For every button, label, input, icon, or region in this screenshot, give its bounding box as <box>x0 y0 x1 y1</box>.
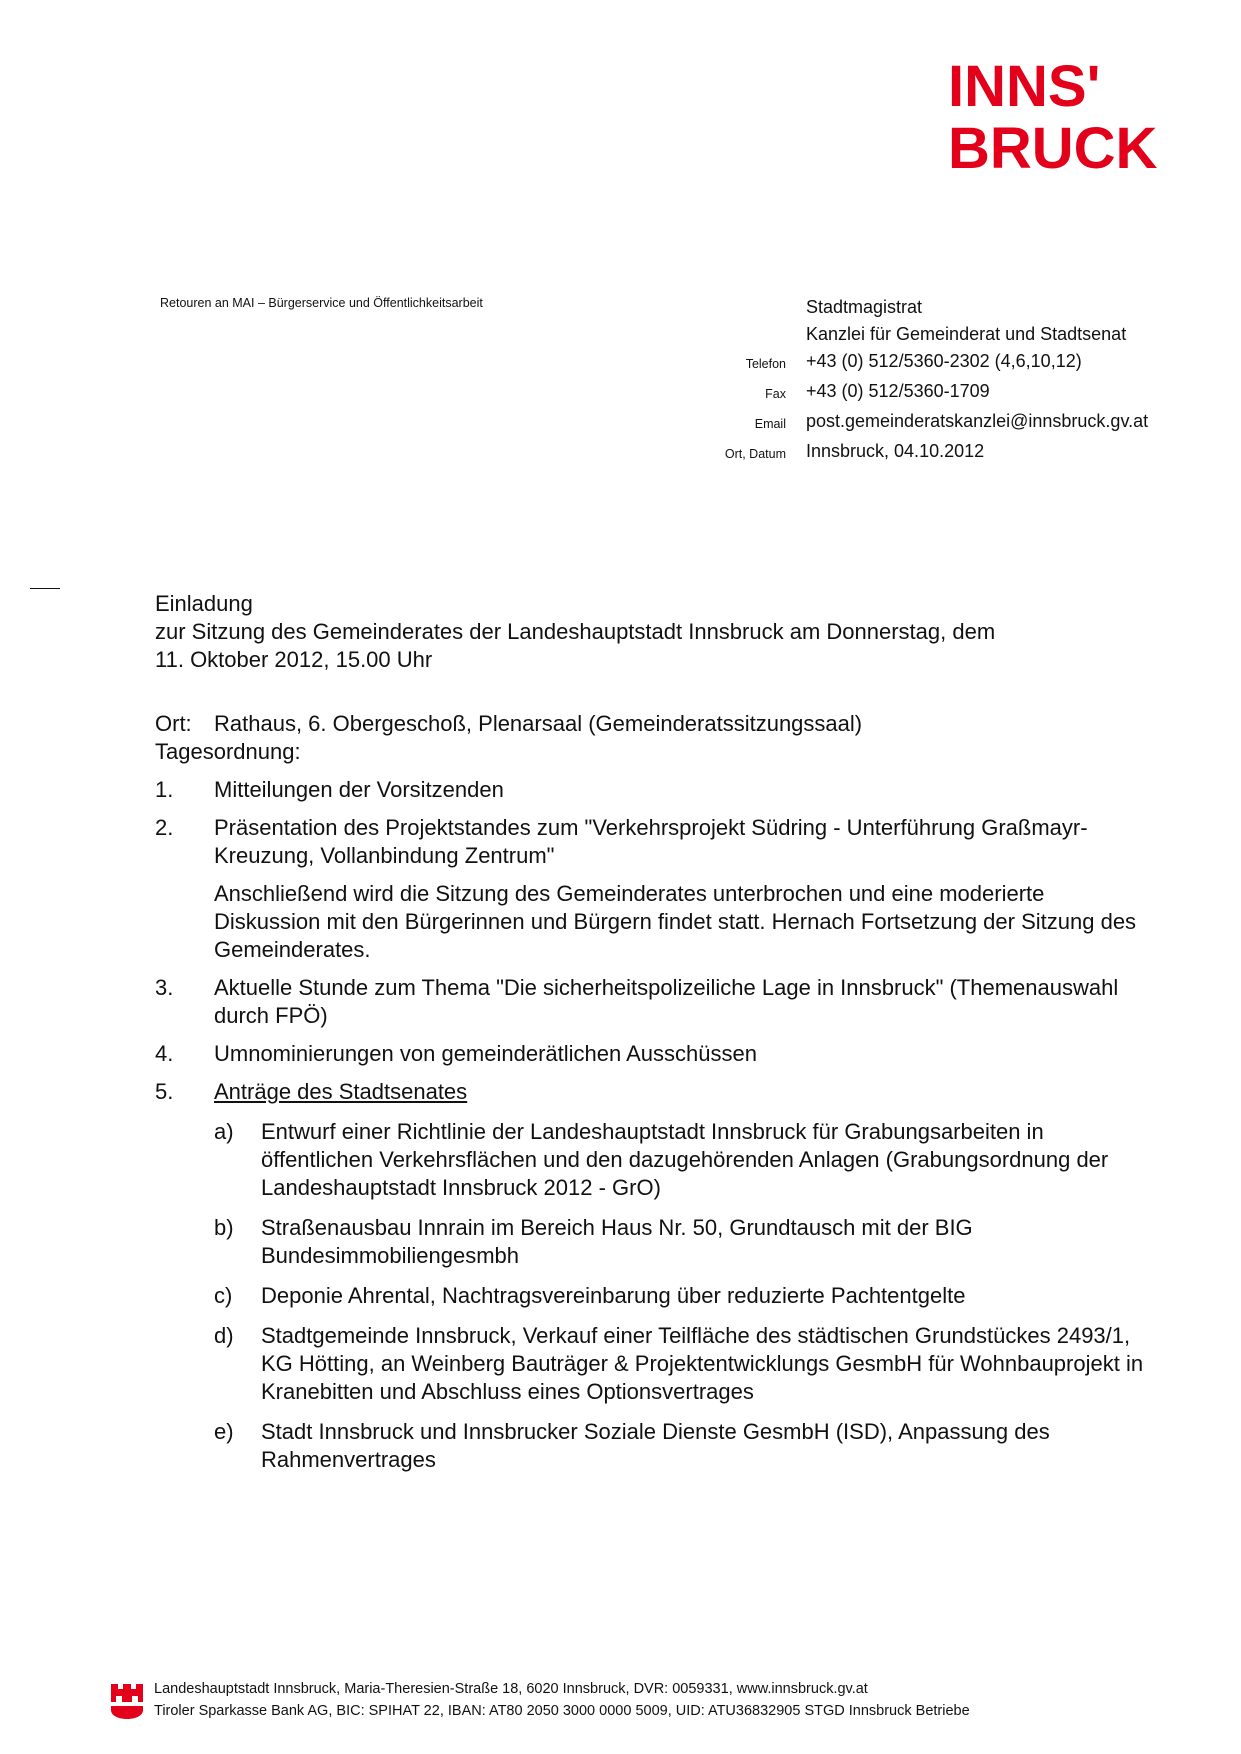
return-address: Retouren an MAI – Bürgerservice und Öffentlichkeitsarbeit <box>160 296 483 310</box>
agenda-sub-item: e) Stadt Innsbruck und Innsbrucker Soziale Dienste GesmbH (ISD), Anpassung des Rahmenvertrages <box>214 1419 1050 1472</box>
agenda-item: 4. Umnominierungen von gemeinderätlichen Ausschüssen <box>155 1041 757 1066</box>
phone-value: +43 (0) 512/5360-2302 (4,6,10,12) <box>806 351 1082 371</box>
logo-line2: BRUCK <box>948 116 1158 176</box>
sender-office: Stadtmagistrat <box>806 297 923 317</box>
document-subtitle-line2: 11. Oktober 2012, 15.00 Uhr <box>155 647 433 672</box>
agenda-item: 3. Aktuelle Stunde zum Thema "Die sicherheitspolizeiliche Lage in Innsbruck" (Themenauswahl durch FPÖ) <box>155 975 1119 1028</box>
email-value[interactable]: post.gemeinderatskanzlei@innsbruck.gv.at <box>806 411 1149 431</box>
agenda-sub-item: a) Entwurf einer Richtlinie der Landeshauptstadt Innsbruck für Grabungsarbeiten in öffentlichen Verkehrsflächen und den dazugehörenden Anlagen (Grabungsordnung der Landeshauptstadt Innsbruck 2012 - GrO) <box>214 1119 1109 1200</box>
document-body <box>155 590 1145 1474</box>
document-title: Einladung <box>155 591 253 616</box>
agenda-sub-item: c) Deponie Ahrental, Nachtragsvereinbarung über reduzierte Pachtentgelte <box>214 1283 966 1308</box>
document-subtitle-line1: zur Sitzung des Gemeinderates der Landeshauptstadt Innsbruck am Donnerstag, dem <box>155 619 996 644</box>
phone-label: Telefon <box>745 357 786 371</box>
fax-value: +43 (0) 512/5360-1709 <box>806 381 990 401</box>
location-label: Ort: <box>155 711 192 736</box>
sender-department: Kanzlei für Gemeinderat und Stadtsenat <box>806 324 1127 344</box>
agenda-sub-item: d) Stadtgemeinde Innsbruck, Verkauf einer Teilfläche des städtischen Grundstückes 2493/1, KG Hötting, an Weinberg Bauträger & Projektentwicklungs GesmbH für Wohnbauprojekt in Kranebitten und Abschluss eines Optionsvertrages <box>214 1323 1144 1404</box>
innsbruck-logo <box>948 56 1188 176</box>
agenda-section-heading: Anträge des Stadtsenates <box>214 1079 468 1104</box>
agenda-note: Anschließend wird die Sitzung des Gemeinderates unterbrochen und eine moderierte Diskussion mit den Bürgerinnen und Bürgern findet statt. Hernach Fortsetzung der Sitzung des Gemeinderates. <box>214 881 1137 962</box>
email-label: Email <box>754 417 786 431</box>
city-crest-icon <box>110 1682 144 1727</box>
footer <box>110 1678 970 1722</box>
logo-line1: INNS' <box>948 56 1101 119</box>
agenda-item: 5. Anträge des Stadtsenates <box>155 1078 1145 1106</box>
location <box>155 710 1145 738</box>
agenda-heading: Tagesordnung: <box>155 739 301 764</box>
agenda-item: 2. Präsentation des Projektstandes zum "Verkehrsprojekt Südring - Unterführung Graßmayr-Kreuzung, Vollanbindung Zentrum" Anschließend wird die Sitzung des Gemeinderates unterbrochen und eine moderierte Diskussion mit den Bürgerinnen und Bürgern findet statt. Hernach Fortsetzung der Sitzung des Gemeinderates. <box>155 814 1145 964</box>
footer-line2: Tiroler Sparkasse Bank AG, BIC: SPIHAT 22, IBAN: AT80 2050 3000 0000 5009, UID: ATU36832905 STGD Innsbruck Betriebe <box>154 1703 970 1719</box>
footer-line1: Landeshauptstadt Innsbruck, Maria-Theresien-Straße 18, 6020 Innsbruck, DVR: 0059331, www.innsbruck.gv.at <box>154 1681 868 1697</box>
location-value: Rathaus, 6. Obergeschoß, Plenarsaal (Gemeinderatssitzungssaal) <box>214 711 863 736</box>
agenda-sub-item: b) Straßenausbau Innrain im Bereich Haus Nr. 50, Grundtausch mit der BIG Bundesimmobiliengesmbh <box>214 1215 973 1268</box>
date-label: Ort, Datum <box>724 447 786 461</box>
fax-label: Fax <box>765 387 786 401</box>
sender-block <box>700 294 1148 468</box>
date-value: Innsbruck, 04.10.2012 <box>806 441 985 461</box>
fold-mark <box>30 588 60 589</box>
agenda-item: 1. Mitteilungen der Vorsitzenden <box>155 777 504 802</box>
